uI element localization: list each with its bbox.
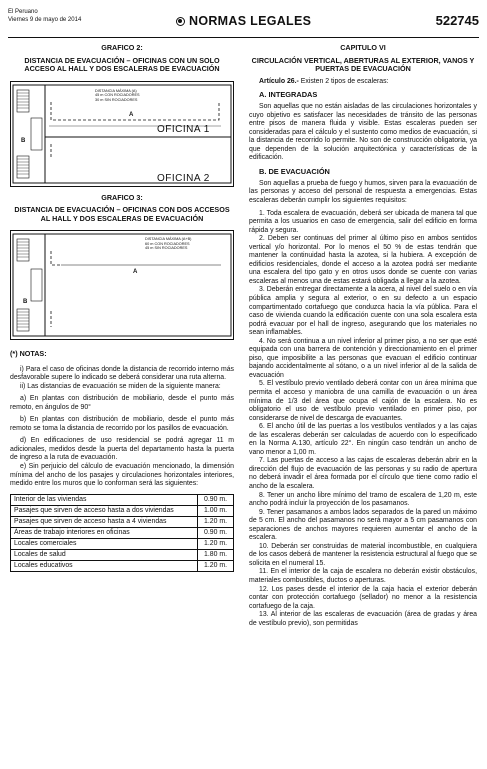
requirement-6: 6. El ancho útil de las puertas a los vestíbulos ventilados y a las cajas de las escaleras deberán ser calculadas de acuerdo con lo especificado en la Norma A.130, artículo 22°. En ningún caso tendrán un ancho de vano menor a 1,00 m. (249, 423, 477, 456)
table-row (11, 516, 234, 527)
table-cell-value: 1.20 m. (198, 516, 234, 527)
requirement-3: 3. Deberán entregar directamente a la acera, al nivel del suelo o en vía pública amplia y segura al exterior, o en su defecto a un espacio compartimentado cortafuego que conduzca hacia la vía pública. Para el caso de vivienda cuando la edificación cuente con una sola escalera esta podrá evacuar por el hall de ingreso, asegurando que los materiales no sean inflamables. (249, 286, 477, 337)
requirement-8: 8. Tener un ancho libre mínimo del tramo de escalera de 1,20 m, este ancho podrá incluir la proyección de los pasamanos. (249, 491, 477, 508)
requirement-1: 1. Toda escalera de evacuación, deberá ser ubicada de manera tal que permita a los usuarios en caso de emergencia, salir del edificio en forma rápida y segura. (249, 209, 477, 234)
table-cell-label: Interior de las viviendas (11, 494, 198, 505)
grafico3-label-b: B (23, 299, 28, 305)
table-cell-value: 1.20 m. (198, 538, 234, 549)
grafico3-legend-line2: 60 m CON ROCIADORES (145, 241, 190, 246)
note-d: d) En edificaciones de uso residencial se podrá agregar 11 m adicionales, medidos desde la puerta del departamento hasta la puerta de ingreso a la ruta de evacuación. (10, 437, 234, 462)
grafico2-legend-line2: 45 m CON ROCIADORES (95, 93, 140, 98)
grafico2-title: GRAFICO 2: (101, 43, 143, 52)
page-number: 522745 (435, 13, 479, 28)
requirement-10: 10. Deberán ser construidas de material incombustible, en cualquiera de los casos deberá de mantener la resistencia estructural al fuego que se solicita en el numeral 15. (249, 542, 477, 567)
table-cell-label: Locales comerciales (11, 538, 198, 549)
table-row (11, 527, 234, 538)
table-cell-label: Áreas de trabajo interiores en oficinas (11, 527, 198, 538)
grafico2-office1: OFICINA 1 (157, 123, 210, 135)
table-cell-label: Locales de salud (11, 549, 198, 560)
corridor-width-table (10, 494, 234, 572)
note-e: e) Sin perjuicio del cálculo de evacuación mencionado, la dimensión mínima del ancho de los pasajes y circulaciones horizontales interiores, medido entre los muros que lo conforman será las siguientes: (10, 463, 234, 488)
grafico2-label-a: A (129, 111, 134, 118)
grafico2-office2: OFICINA 2 (157, 172, 210, 184)
grafico2-label-b: B (21, 137, 26, 144)
page-header (8, 8, 479, 38)
grafico3-title: GRAFICO 3: (101, 192, 143, 202)
seal-icon (176, 17, 185, 26)
table-row (11, 494, 234, 505)
requirement-2: 2. Deben ser continuas del primer al último piso en ambos sentidos vertical y/o horizontal. Por lo menos el 50 % de estas tendrán que mantener la continuidad hasta la azotea, si la hubiera. A excepción de edificios residenciales, donde el acceso a la azotea podrá ser mediante una escalera del tipo gato y en otros usos donde se cuente con varias escaleras al menos una de estas estará obligada a llegar a la azotea. (249, 235, 477, 285)
publication-title: NORMAS LEGALES (189, 14, 312, 28)
right-column (249, 44, 477, 628)
grafico3-subtitle: DISTANCIA DE EVACUACIÓN – OFICINAS CON DOS ACCESOS AL HALL Y DOS ESCALERAS DE EVACUACIÓN (14, 205, 230, 223)
chapter-title: CIRCULACIÓN VERTICAL, ABERTURAS AL EXTERIOR, VANOS Y PUERTAS DE EVACUACIÓN (251, 55, 475, 73)
table-cell-value: 1.80 m. (198, 549, 234, 560)
header-left (8, 9, 81, 24)
article-26-text: Existen 2 tipos de escaleras: (298, 77, 389, 85)
publication-date: Viernes 9 de mayo de 2014 (8, 16, 82, 23)
note-ii: ii) Las distancias de evacuación se miden de la siguiente manera: (20, 382, 221, 390)
table-cell-value: 0.90 m. (198, 527, 234, 538)
table-cell-value: 0.90 m. (198, 494, 234, 505)
table-row (11, 505, 234, 516)
requirement-11: 11. En el interior de la caja de escalera no deberán existir obstáculos, materiales combustibles, ductos o aperturas. (249, 568, 477, 585)
table-cell-label: Pasajes que sirven de acceso hasta a dos viviendas (11, 505, 198, 516)
grafico3-legend (145, 237, 191, 251)
chapter-number: CAPITULO VI (340, 43, 386, 52)
requirement-12: 12. Los pases desde el interior de la caja hacia el exterior deberán contar con protección cortafuego (sellador) no menor a la resistencia cortafuego de la caja. (249, 585, 477, 610)
requirement-7: 7. Las puertas de acceso a las cajas de escaleras deberán abrir en la dirección del flujo de evacuación de las personas y su radio de apertura no deberá invadir el área formada por el círculo que tiene como radio el ancho de la escalera. (249, 457, 477, 491)
grafico3-legend-line1: DISTANCIA MÁXIMA (A+B) (145, 237, 192, 241)
article-26-label: Artículo 26.- (259, 77, 299, 85)
notes-title: (*) NOTAS: (10, 349, 47, 358)
grafico2-diagram (10, 81, 234, 187)
section-b-text: Son aquellas a prueba de fuego y humos, sirven para la evacuación de las personas y acceso del personal de respuesta a emergencias. Estas escaleras deberán cumplir los siguientes requisitos: (249, 179, 477, 204)
grafico3-label-a: A (133, 269, 138, 275)
grafico2-legend (95, 89, 140, 103)
grafico3-diagram (10, 230, 234, 340)
requirement-9: 9. Tener pasamanos a ambos lados separados de la pared un máximo de 5 cm. El ancho del pasamanos no será mayor a 5 cm pasamanos con separaciones de anchos mayores requieren aumentar el ancho de la escalera. (249, 508, 477, 542)
section-b-title: B. DE EVACUACIÓN (259, 166, 330, 176)
grafico3-floorplan (11, 231, 233, 339)
section-a-title: A. INTEGRADAS (259, 90, 318, 100)
table-cell-value: 1.00 m. (198, 505, 234, 516)
header-title-block (176, 14, 311, 28)
grafico3-legend-line3: 45 m SIN ROCIADORES (145, 246, 188, 251)
table-row (11, 538, 234, 549)
article-26 (249, 78, 477, 87)
publisher-name: El Peruano (8, 9, 38, 15)
table-cell-label: Pasajes que sirven de acceso hasta a 4 viviendas (11, 516, 198, 527)
note-i: i) Para el caso de oficinas donde la distancia de recorrido interno más desfavorable supere lo indicado se deberá considerar una ruta alterna. (10, 365, 234, 382)
table-cell-label: Locales educativos (11, 560, 198, 571)
left-column (10, 44, 234, 572)
requirement-4: 4. No será continua a un nivel inferior al primer piso, a no ser que esté equipada con una barrera de contención y direccionamiento en el primer piso, que imposibilite a las personas que evacuan el edificio continuar bajando accidentalmente al sótano, o a un nivel inferior al de la salida de evacuación (249, 337, 477, 379)
table-row (11, 549, 234, 560)
grafico2-legend-line3: 30 m SIN ROCIADORES (95, 97, 138, 102)
corridor-width-table-body (11, 494, 234, 571)
table-row (11, 560, 234, 571)
note-b: b) En plantas con distribución de mobiliario, desde el punto más remoto se toma la distancia de recorrido por los pasillos de evacuación. (10, 416, 234, 432)
table-cell-value: 1.20 m. (198, 560, 234, 571)
grafico2-legend-line1: DISTANCIA MÁXIMA (A) (95, 88, 137, 93)
requirement-13: 13. Al interior de las escaleras de evacuación (área de gradas y área de vestíbulo previo), son permitidas (249, 611, 477, 627)
grafico2-subtitle: DISTANCIA DE EVACUACIÓN – OFICINAS CON UN SOLO ACCESO AL HALL Y DOS ESCALERAS DE EVACUACIÓN (24, 55, 220, 73)
requirement-5: 5. El vestíbulo previo ventilado deberá contar con un área mínima que permita el acceso y maniobra de una camilla de evacuación o un área mínima de 1/3 del área que ocupa el cajón de la escalera. No es obligatorio el uso de vestíbulo previo ventilado en primer piso, por considerarse de nivel de descarga de evacuantes. (249, 380, 477, 422)
note-a: a) En plantas con distribución de mobiliario, desde el punto más remoto, en ángulos de 90° (10, 395, 234, 411)
section-a-text: Son aquellas que no están aisladas de las circulaciones horizontales y cuyo objetivo es satisfacer las necesidades de tránsito de las personas entre pisos de manera fluida y visible. Estas escaleras pueden ser consideradas para el cálculo y el sustento como medios de evacuación, si la distancia de recorrido lo permite. No son de construcción obligatoria, ya que dependen de la solución arquitectónica y características de la edificación. (249, 103, 477, 162)
